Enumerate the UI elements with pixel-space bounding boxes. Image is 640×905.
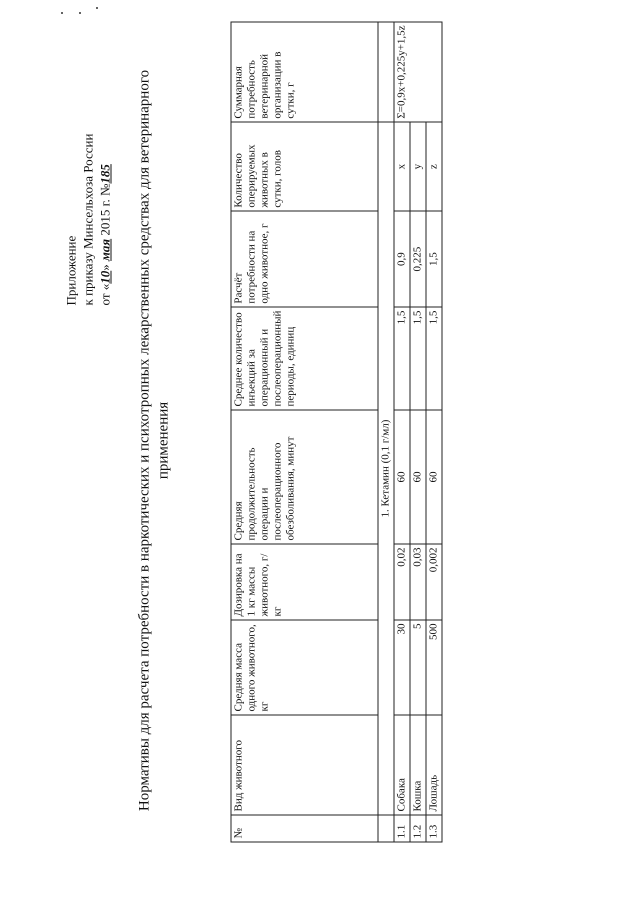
group-row <box>378 21 394 841</box>
count-cell: z <box>426 122 442 211</box>
per-animal-cell: 0,9 <box>394 211 410 307</box>
table-row <box>426 21 442 841</box>
column-header: № <box>231 815 378 842</box>
row-number: 1.2 <box>410 815 426 842</box>
mass-cell: 30 <box>394 620 410 715</box>
table-row <box>394 21 410 841</box>
column-header: Средняя продолжительность операции и послеоперационного обезболивания, минут <box>231 410 378 544</box>
column-header: Средняя масса одного животного, кг <box>231 620 378 715</box>
dose-cell: 0,02 <box>394 544 410 620</box>
count-cell: x <box>394 122 410 211</box>
table-header-row <box>231 21 378 841</box>
appendix-order: к приказу Минсельхоза России <box>80 133 95 305</box>
injections-cell: 1,5 <box>426 307 442 410</box>
dose-cell: 0,03 <box>410 544 426 620</box>
duration-cell: 60 <box>426 410 442 544</box>
handwritten-day: 10 <box>97 270 112 284</box>
row-number: 1.3 <box>426 815 442 842</box>
duration-cell: 60 <box>410 410 426 544</box>
appendix-date-line: от «10» мая 2015 г. №185 <box>97 163 112 305</box>
column-header: Расчёт потребности на одно животное, г <box>231 211 378 307</box>
column-header: Суммарная потребность ветеринарной организации в сутки, г <box>231 21 378 121</box>
handwritten-number: 185 <box>97 163 112 184</box>
column-header: Дозировка на 1 кг массы животного, г/кг <box>231 544 378 620</box>
duration-cell: 60 <box>394 410 410 544</box>
group-label: 1. Кетамин (0,1 г/мл) <box>378 122 394 815</box>
animal-cell: Собака <box>394 715 410 815</box>
animal-cell: Лошадь <box>426 715 442 815</box>
table-row <box>410 21 426 841</box>
handwritten-month: мая <box>97 238 112 261</box>
per-animal-cell: 0,225 <box>410 211 426 307</box>
document-title: Нормативы для расчета потребности в наркотических и психотропных лекарственных средствах для ветеринарного применения <box>136 69 171 811</box>
mass-cell: 500 <box>426 620 442 715</box>
mass-cell: 5 <box>410 620 426 715</box>
per-animal-cell: 1,5 <box>426 211 442 307</box>
column-header: Количество оперируемых животных в сутки, голов <box>231 122 378 211</box>
appendix-block <box>62 75 113 305</box>
injections-cell: 1,5 <box>410 307 426 410</box>
dose-cell: 0,002 <box>426 544 442 620</box>
column-header: Среднее количество инъекций за операционный и послеоперационный периоды, единиц <box>231 307 378 410</box>
column-header: Вид животного <box>231 715 378 815</box>
count-cell: y <box>410 122 426 211</box>
row-number: 1.1 <box>394 815 410 842</box>
total-formula-cell: Σ=0,9x+0,225y+1,5z <box>394 21 442 121</box>
injections-cell: 1,5 <box>394 307 410 410</box>
appendix-title: Приложение <box>63 235 78 305</box>
animal-cell: Кошка <box>410 715 426 815</box>
norms-table <box>230 21 442 842</box>
